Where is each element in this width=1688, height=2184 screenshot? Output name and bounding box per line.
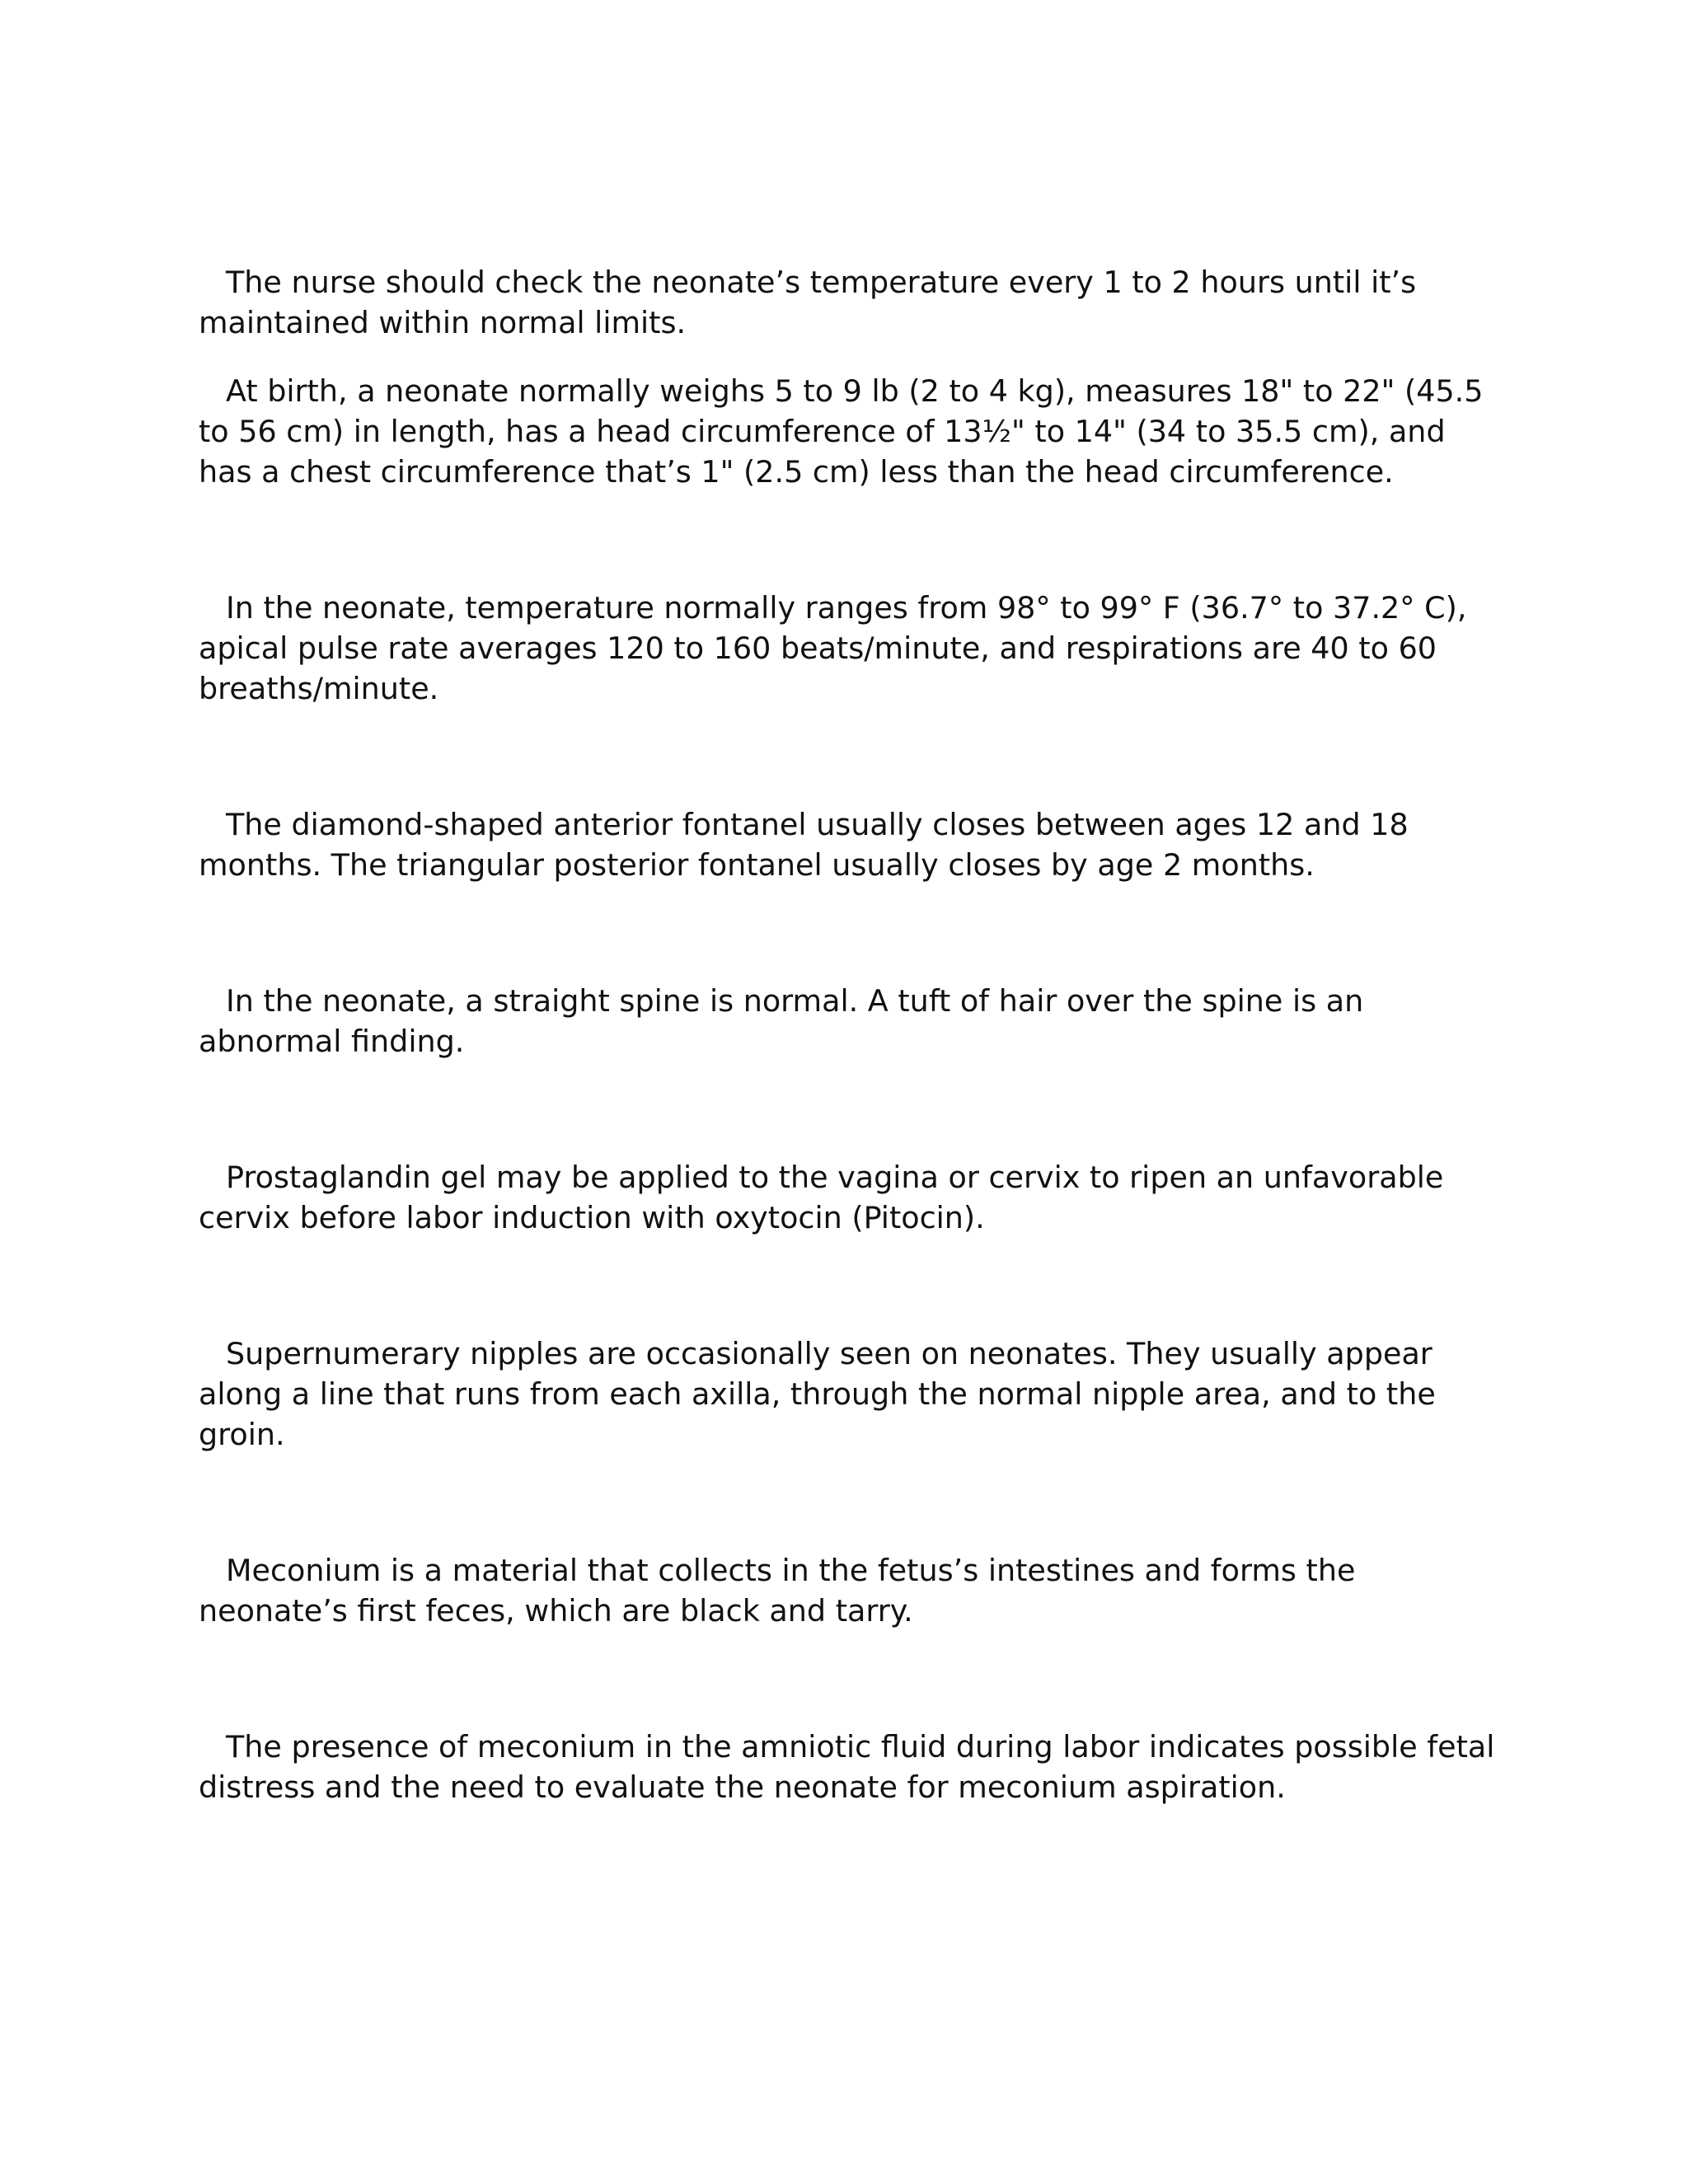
paragraph-temperature-check: The nurse should check the neonate’s temperature every 1 to 2 hours until it’s maintained within normal limits. (199, 265, 1417, 340)
paragraph-prostaglandin: Prostaglandin gel may be applied to the vagina or cervix to ripen an unfavorable cervix before labor induction with oxytocin (Pitocin). (199, 1160, 1444, 1235)
paragraph-meconium: Meconium is a material that collects in the fetus’s intestines and forms the neonate’s first feces, which are black and tarry. (199, 1553, 1356, 1629)
paragraph-vital-signs: In the neonate, temperature normally ranges from 98° to 99° F (36.7° to 37.2° C), apical pulse rate averages 120 to 160 beats/minute, and respirations are 40 to 60 breaths/minute. (199, 590, 1467, 706)
paragraph-spine: In the neonate, a straight spine is normal. A tuft of hair over the spine is an abnormal finding. (199, 983, 1364, 1059)
paragraph-fontanels: The diamond-shaped anterior fontanel usually closes between ages 12 and 18 months. The triangular posterior fontanel usually closes by age 2 months. (199, 807, 1409, 883)
paragraph-supernumerary-nipples: Supernumerary nipples are occasionally seen on neonates. They usually appear along a line that runs from each axilla, through the normal nipple area, and to the groin. (199, 1336, 1436, 1452)
paragraph-meconium-amniotic: The presence of meconium in the amniotic fluid during labor indicates possible fetal distress and the need to evaluate the neonate for meconium aspiration. (199, 1729, 1495, 1805)
paragraph-birth-measurements: At birth, a neonate normally weighs 5 to 9 lb (2 to 4 kg), measures 18" to 22" (45.5 to 56 cm) in length, has a head circumference of 13½" to 14" (34 to 35.5 cm), and has a chest circumference that’s 1" (2.5 cm) less than the head circumference. (199, 373, 1484, 490)
